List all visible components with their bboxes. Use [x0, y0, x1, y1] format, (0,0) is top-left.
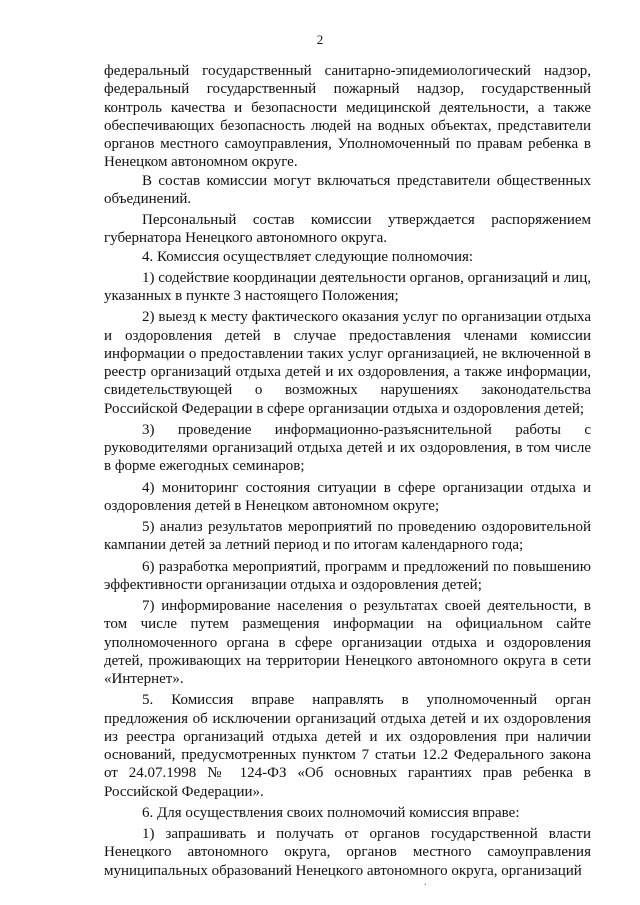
list-item: 7) информирование населения о результатах своей деятельности, в том числе путем размещения информации на официальном сайте уполномоченного органа в сфере организации отдыха и оздоровления детей, проживающих на территории Ненецкого автономного округа в сети «Интернет». — [104, 598, 591, 687]
list-item: 1) содействие координации деятельности органов, организаций и лиц, указанных в пункте 3 настоящего Положения; — [104, 269, 591, 304]
paragraph: Персональный состав комиссии утверждается распоряжением губернатора Ненецкого автономного округа. — [104, 212, 591, 247]
scan-speck: . — [424, 877, 427, 888]
paragraph: 5. Комиссия вправе направлять в уполномоченный орган предложения об исключении организаций отдыха детей и их оздоровления из реестра организаций отдыха детей и их оздоровления при наличии оснований, предусмотренных пунктом 7 статьи 12.2 Федерального закона от 24.07.1998 № 124-ФЗ «Об основных гарантиях прав ребенка в Российской Федерации». — [104, 692, 591, 800]
list-item: 2) выезд к месту фактического оказания услуг по организации отдыха и оздоровления детей в случае предоставления членами комиссии информации о предоставлении таких услуг организацией, не включенной в реестр организаций отдыха детей и их оздоровления, а также информации, свидетельствующей о возможных нарушениях законодательства Российской Федерации в сфере организации отдыха и оздоровления детей; — [104, 309, 591, 417]
list-item: 6) разработка мероприятий, программ и предложений по повышению эффективности организации отдыха и оздоровления детей; — [104, 558, 591, 593]
list-item: 3) проведение информационно-разъяснительной работы с руководителями организаций отдыха детей и их оздоровления, в том числе в форме ежегодных семинаров; — [104, 421, 591, 475]
paragraph: 6. Для осуществления своих полномочий комиссия вправе: — [142, 804, 520, 821]
list-item: 1) запрашивать и получать от органов государственной власти Ненецкого автономного округа, органов местного самоуправления муниципальных образований Ненецкого автономного округа, организаций — [104, 826, 591, 879]
list-item: 5) анализ результатов мероприятий по проведению оздоровительной кампании детей за летний период и по итогам календарного года; — [104, 519, 591, 554]
list-item: 4) мониторинг состояния ситуации в сфере организации отдыха и оздоровления детей в Ненецком автономном округе; — [104, 479, 591, 514]
paragraph: В состав комиссии могут включаться представители общественных объединений. — [104, 172, 591, 207]
document-body — [104, 62, 591, 880]
paragraph: 4. Комиссия осуществляет следующие полномочия: — [142, 248, 474, 265]
page-number: 2 — [316, 32, 324, 47]
paragraph: федеральный государственный санитарно-эпидемиологический надзор, федеральный государственный пожарный надзор, государственный контроль качества и безопасности медицинской деятельности, а также обеспечивающих безопасность людей на водных объектах, представители органов местного самоуправления, Уполномоченный по правам ребенка в Ненецком автономном округе. — [104, 63, 591, 171]
